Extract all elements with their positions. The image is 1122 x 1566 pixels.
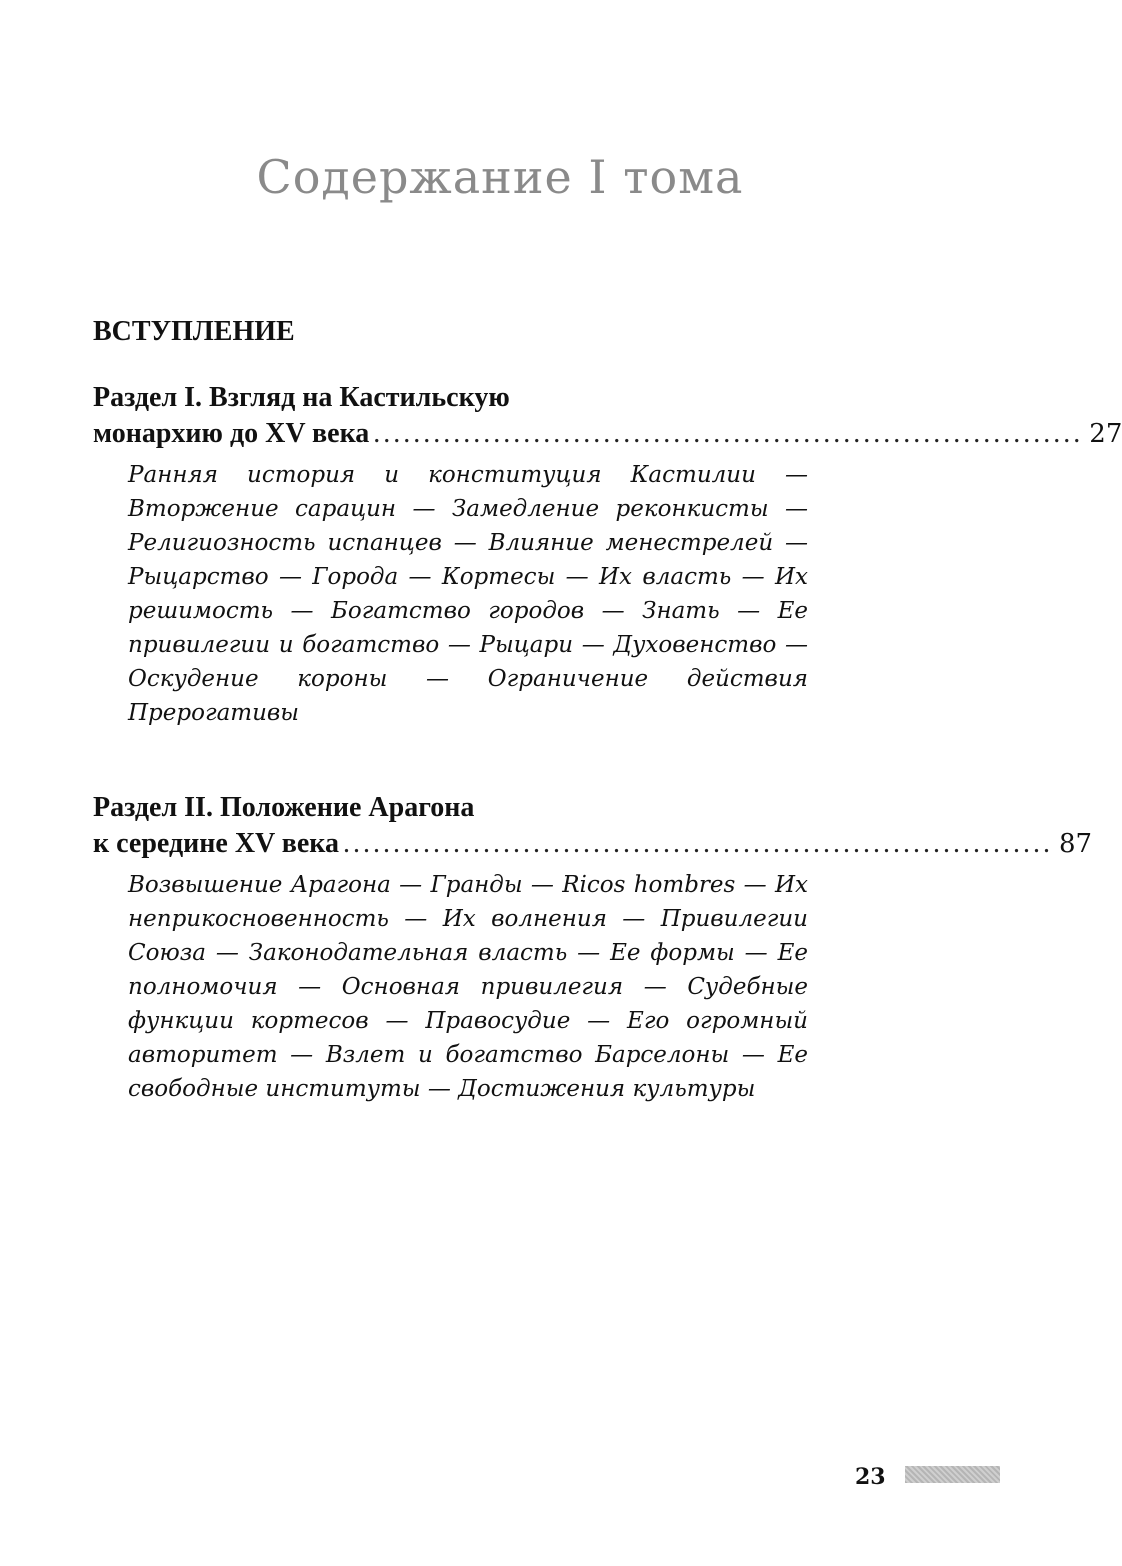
intro-heading: ВСТУПЛЕНИЕ [93, 316, 295, 347]
section-title-line2-row [93, 826, 1093, 862]
section-title-line1: Раздел II. Положение Арагона [93, 792, 475, 823]
page-edge-bar [905, 1466, 1000, 1483]
section-page-number: 87 [1059, 829, 1093, 859]
section-title-line2: монархию до XV века [93, 418, 370, 449]
section-title-line2: к середине XV века [93, 828, 340, 859]
section-heading[interactable] [93, 380, 1122, 452]
section-heading[interactable] [93, 790, 1093, 862]
section-title-line2-row [93, 416, 1122, 452]
section-title-line1: Раздел I. Взгляд на Кастильскую [93, 382, 510, 413]
section-page-number: 27 [1089, 419, 1122, 449]
page-number: 23 [855, 1464, 886, 1490]
dot-leader: ....................................................................... [373, 418, 1084, 449]
section-summary: Возвышение Арагона — Гранды — Ricos hombres — Их неприкосновенность — Их волнения — Привилегии Союза — Законодательная власть — Ее формы — Ее полномочия — Основная привилегия — Судебные функции кортесов — Правосудие — Его огромный авторитет — Взлет и богатство Барселоны — Ее свободные институты — Достижения культуры [128, 872, 808, 1102]
page-title: Содержание I тома [256, 150, 744, 204]
toc-section-1 [93, 380, 1122, 730]
toc-section-2 [93, 790, 1093, 1106]
dot-leader: ....................................................................... [343, 828, 1054, 859]
section-summary: Ранняя история и конституция Кастилии — Вторжение сарацин — Замедление реконкисты — Религиозность испанцев — Влияние менестрелей — Рыцарство — Города — Кортесы — Их власть — Их решимость — Богатство городов — Знать — Ее привилегии и богатство — Рыцари — Духовенство — Оскудение короны — Ограничение действия Прерогативы [128, 462, 808, 726]
